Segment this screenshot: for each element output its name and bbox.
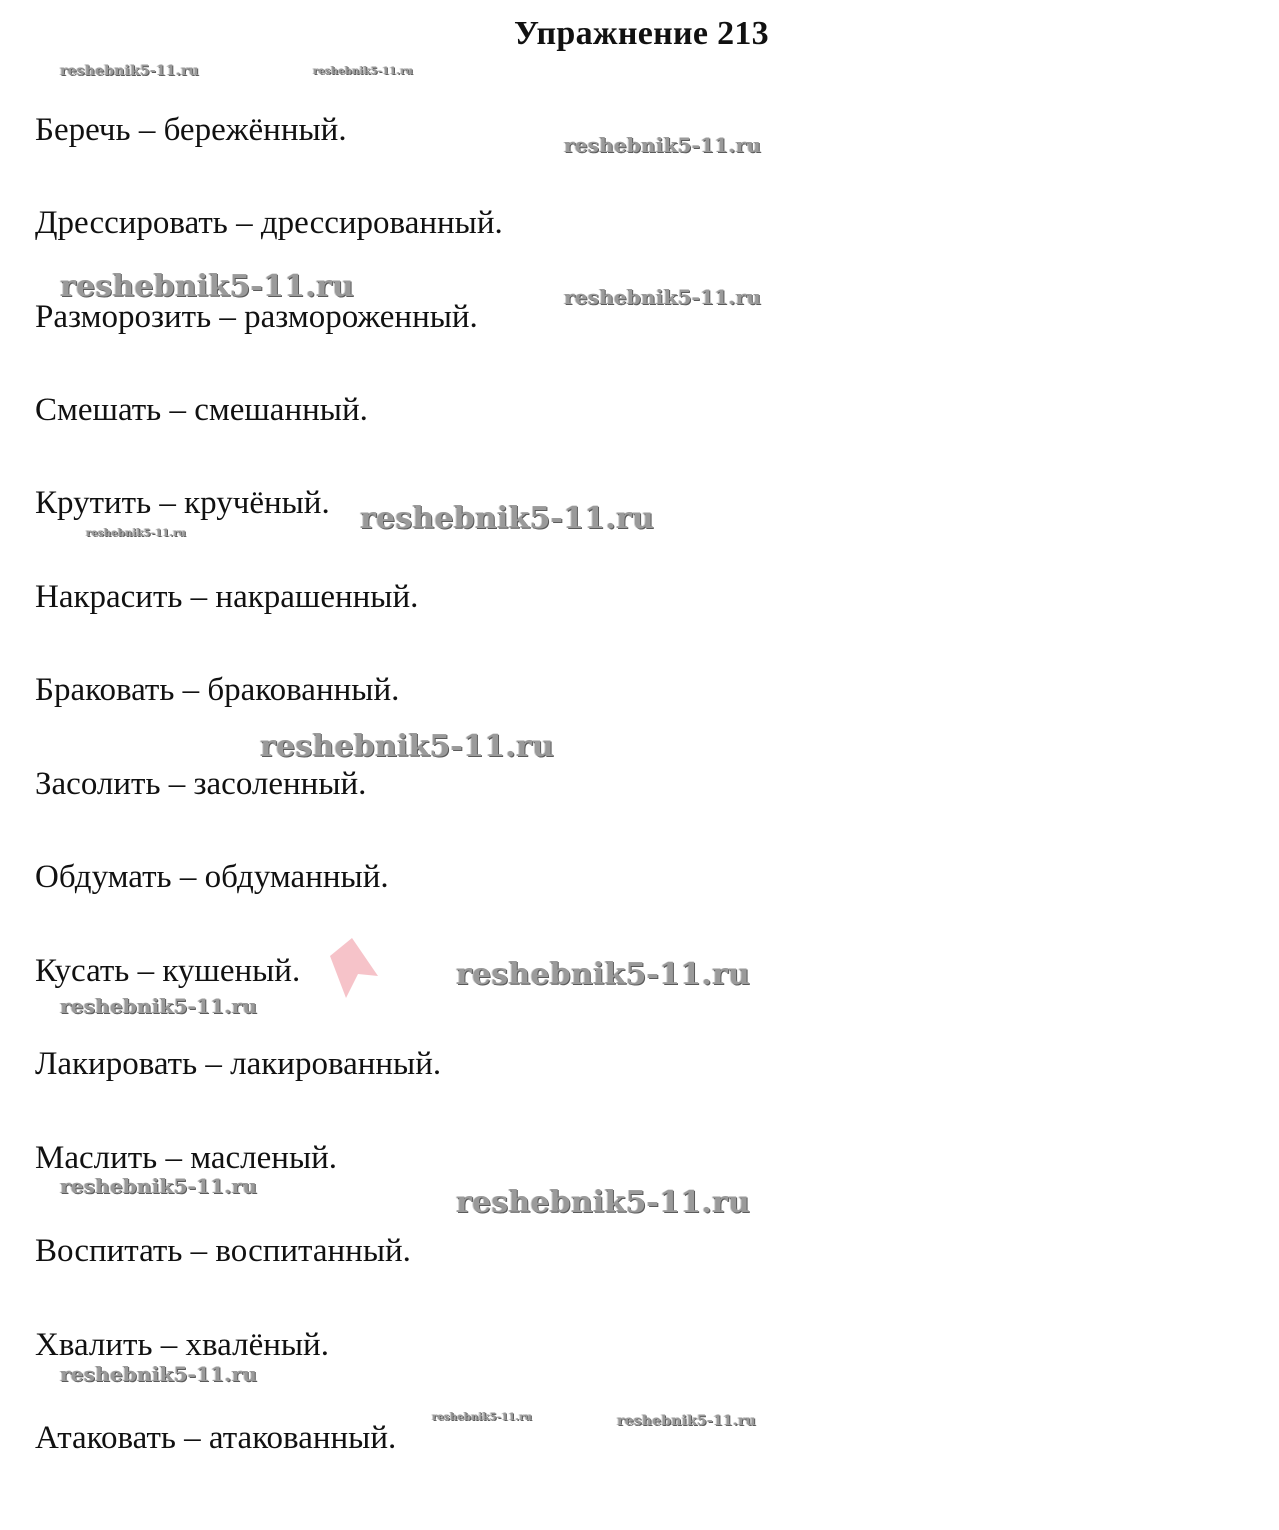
watermark: reshebnik5-11.ru bbox=[260, 729, 554, 764]
answer-line-7: Браковать – бракованный. bbox=[35, 672, 400, 708]
watermark: reshebnik5-11.ru bbox=[60, 1362, 258, 1386]
answer-line-6: Накрасить – накрашенный. bbox=[35, 579, 419, 615]
answer-line-5: Крутить – кручёный. bbox=[35, 485, 330, 521]
answer-line-4: Смешать – смешанный. bbox=[35, 392, 368, 428]
page-title: Упражнение 213 bbox=[514, 15, 769, 52]
answer-line-11: Лакировать – лакированный. bbox=[35, 1046, 442, 1082]
answer-line-15: Атаковать – атакованный. bbox=[35, 1420, 397, 1456]
watermark: reshebnik5-11.ru bbox=[86, 528, 187, 539]
watermark: reshebnik5-11.ru bbox=[564, 285, 762, 309]
answer-line-13: Воспитать – воспитанный. bbox=[35, 1233, 411, 1269]
watermark: reshebnik5-11.ru bbox=[313, 66, 414, 77]
answer-line-14: Хвалить – хвалёный. bbox=[35, 1327, 329, 1363]
watermark: reshebnik5-11.ru bbox=[617, 1413, 756, 1429]
answer-line-8: Засолить – засоленный. bbox=[35, 766, 367, 802]
answer-line-9: Обдумать – обдуманный. bbox=[35, 859, 389, 895]
watermark: reshebnik5-11.ru bbox=[456, 957, 750, 992]
watermark: reshebnik5-11.ru bbox=[456, 1185, 750, 1220]
answer-line-2: Дрессировать – дрессированный. bbox=[35, 205, 503, 241]
watermark: reshebnik5-11.ru bbox=[60, 1174, 258, 1198]
watermark: reshebnik5-11.ru bbox=[432, 1412, 533, 1423]
bookmark-marker-icon bbox=[322, 938, 382, 1000]
watermark: reshebnik5-11.ru bbox=[60, 269, 354, 304]
answer-line-12: Маслить – масленый. bbox=[35, 1140, 338, 1176]
answer-line-1: Беречь – бережённый. bbox=[35, 112, 347, 148]
answer-line-10: Кусать – кушеный. bbox=[35, 953, 301, 989]
watermark: reshebnik5-11.ru bbox=[60, 994, 258, 1018]
watermark: reshebnik5-11.ru bbox=[360, 501, 654, 536]
watermark: reshebnik5-11.ru bbox=[60, 63, 199, 79]
answer-line-3: Разморозить – размороженный. bbox=[35, 299, 478, 335]
watermark: reshebnik5-11.ru bbox=[564, 133, 762, 157]
